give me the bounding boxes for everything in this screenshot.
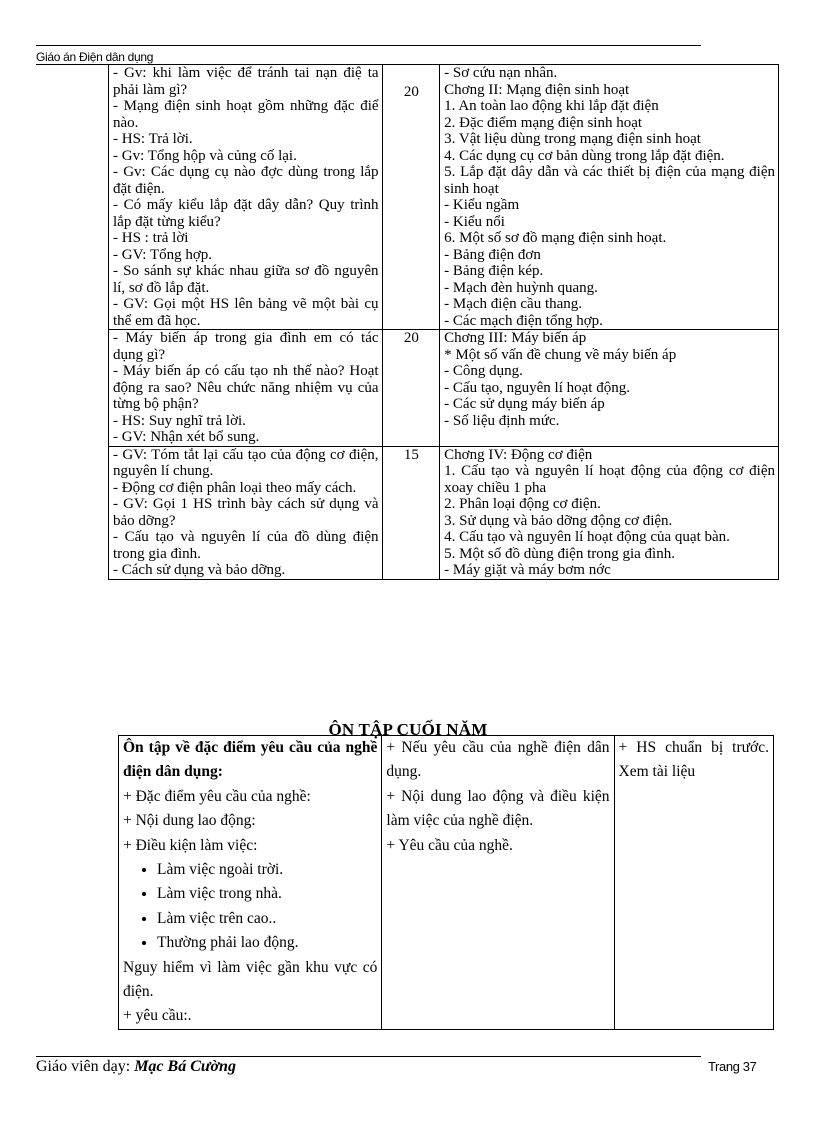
review-text: + HS chuẩn bị trước. Xem tài liệu <box>618 739 769 781</box>
review-text: + yêu cầu:. <box>123 1007 192 1025</box>
content-line: - Mạch đèn huỳnh quang. <box>444 279 598 296</box>
table-row <box>109 330 779 447</box>
section-title: ÔN TẬP CUỐI NĂM <box>328 720 488 739</box>
review-text: + Điều kiện làm việc: <box>123 836 258 854</box>
content-line: - Bảng điện kép. <box>444 263 544 279</box>
review-col-content <box>119 736 382 1030</box>
activity-line: - Máy biến áp trong gia đình em có tác dụng gì? <box>113 330 379 363</box>
content-line: 4. Các dụng cụ cơ bản dùng trong lắp đặt điện. <box>444 147 725 164</box>
content-line: - Kiểu ngầm <box>444 197 520 213</box>
time-cell <box>382 446 440 579</box>
content-line: - Bảng điện đơn <box>444 246 541 263</box>
activity-line: - GV: Gọi 1 HS trình bày cách sử dụng và bảo dỡng? <box>113 496 379 529</box>
content-line: 2. Phân loại động cơ điện. <box>444 496 601 512</box>
content-line: - Máy giặt và máy bơm nớc <box>444 562 611 578</box>
content-line: - Các sử dụng máy biến áp <box>444 396 605 412</box>
review-text: Nguy hiểm vì làm việc gần khu vực có điện. <box>123 958 378 1001</box>
activity-line: - Gv: Tổng hộp và củng cố lại. <box>113 147 297 164</box>
content-line: - Số liệu định mức. <box>444 412 560 429</box>
review-text: + Nội dung lao động: <box>123 812 256 830</box>
review-col-activity <box>382 736 614 1030</box>
content-line: Chơng III: Máy biến áp <box>444 330 587 346</box>
content-line: 2. Đặc điểm mạng điện sinh hoạt <box>444 114 643 131</box>
time-value: 15 <box>403 446 419 463</box>
content-cell <box>440 446 779 579</box>
activity-line: - Mạng điện sinh hoạt gồm những đặc điể nào. <box>113 98 379 131</box>
time-value: 20 <box>403 330 419 346</box>
activity-line: - Có mấy kiểu lắp đặt dây dẫn? Quy trình lắp đặt từng kiểu? <box>113 197 379 230</box>
footer-label: Giáo viên dạy: <box>36 1058 135 1075</box>
content-line: 3. Vật liệu dùng trong mạng điện sinh hoạt <box>444 131 701 147</box>
content-line: - Mạch điện cầu thang. <box>444 296 583 312</box>
activity-line: - GV: Tóm tắt lại cấu tạo của động cơ điện, nguyên lí chung. <box>113 446 379 479</box>
time-cell <box>382 65 440 330</box>
activity-line: - GV: Gọi một HS lên bảng vẽ một bài cụ thể em đã học. <box>113 296 379 329</box>
review-text: + Yêu cầu của nghề. <box>386 836 513 854</box>
review-text: + Nếu yêu cầu của nghề điện dân dụng. <box>386 739 610 781</box>
content-line: - Công dụng. <box>444 363 523 379</box>
content-line: 5. Lắp đặt dây dẫn và các thiết bị điện của mạng điện sinh hoạt <box>444 164 775 197</box>
content-line: 1. An toàn lao động khi lắp đặt điện <box>444 98 659 114</box>
content-line: 4. Cấu tạo và nguyên lí hoạt động của quạt bàn. <box>444 529 730 545</box>
footer-rule <box>36 1056 701 1057</box>
page-header: Giáo án Điện dân dụng <box>36 50 154 64</box>
activity-line: - GV: Nhận xét bổ sung. <box>113 429 260 445</box>
content-line: 5. Một số đồ dùng điện trong gia đình. <box>444 545 675 562</box>
table-row <box>109 65 779 330</box>
teacher-activity-cell <box>109 330 383 447</box>
review-text: Ôn tập về đặc điểm yêu cầu của nghề điện dân dụng: <box>123 739 378 781</box>
footer-teacher <box>36 1058 236 1076</box>
teacher-activity-cell <box>109 65 383 330</box>
review-text: + Nội dung lao động và điều kiện làm việc của nghề điện. <box>386 787 610 830</box>
time-value: 20 <box>403 84 419 100</box>
list-item: • Làm việc trên cao.. <box>157 907 377 931</box>
activity-line: - Cấu tạo và nguyên lí của đồ dùng điện trong gia đình. <box>113 529 379 562</box>
activity-line: - GV: Tổng hợp. <box>113 246 213 263</box>
content-line: - Các mạch điện tổng hợp. <box>444 312 603 329</box>
time-cell <box>382 330 440 447</box>
table-row <box>109 446 779 579</box>
content-line: - Sơ cứu nạn nhân. <box>444 65 558 81</box>
teacher-activity-cell <box>109 446 383 579</box>
list-item: • Làm việc trong nhà. <box>157 882 377 906</box>
content-cell <box>440 65 779 330</box>
list-item: • Thường phải lao động. <box>157 931 377 955</box>
content-line: - Cấu tạo, nguyên lí hoạt động. <box>444 379 630 396</box>
activity-line: - Gv: khi làm việc để tránh tai nạn điệ ta phải làm gì? <box>113 65 379 98</box>
activity-line: - HS: Suy nghĩ trả lời. <box>113 412 246 429</box>
work-conditions-list <box>123 858 377 956</box>
header-rule <box>36 45 701 46</box>
activity-line: - Máy biến áp có cấu tạo nh thế nào? Hoạt động ra sao? Nêu chức năng nhiệm vụ của từng bộ phận? <box>113 363 379 412</box>
content-cell <box>440 330 779 447</box>
page-number: Trang 37 <box>708 1059 757 1074</box>
activity-line: - Động cơ điện phân loại theo mấy cách. <box>113 479 357 496</box>
content-line: 3. Sử dụng và bảo dỡng động cơ điện. <box>444 512 673 529</box>
list-item: • Làm việc ngoài trời. <box>157 858 377 882</box>
activity-line: - Gv: Các dụng cụ nào đợc dùng trong lắp đặt điện. <box>113 164 379 197</box>
activity-line: - Cách sử dụng và bảo dỡng. <box>113 562 286 578</box>
lesson-table <box>108 64 779 580</box>
activity-line: - So sánh sự khác nhau giữa sơ đồ nguyên lí, sơ đồ lắp đặt. <box>113 263 379 296</box>
review-table <box>118 735 774 1030</box>
content-line: 6. Một số sơ đồ mạng điện sinh hoạt. <box>444 230 667 246</box>
content-line: * Một số vấn đề chung về máy biến áp <box>444 346 677 363</box>
content-line: - Kiểu nổi <box>444 213 505 230</box>
activity-line: - HS : trả lời <box>113 230 189 246</box>
review-text: + Đặc điểm yêu cầu của nghề: <box>123 787 311 805</box>
review-col-student <box>614 736 773 1030</box>
content-line: Chơng IV: Động cơ điện <box>444 446 593 463</box>
content-line: 1. Cấu tạo và nguyên lí hoạt động của động cơ điện xoay chiều 1 pha <box>444 463 775 496</box>
teacher-name: Mạc Bá Cường <box>134 1058 236 1075</box>
content-line: Chơng II: Mạng điện sinh hoạt <box>444 81 630 98</box>
activity-line: - HS: Trả lời. <box>113 131 193 147</box>
